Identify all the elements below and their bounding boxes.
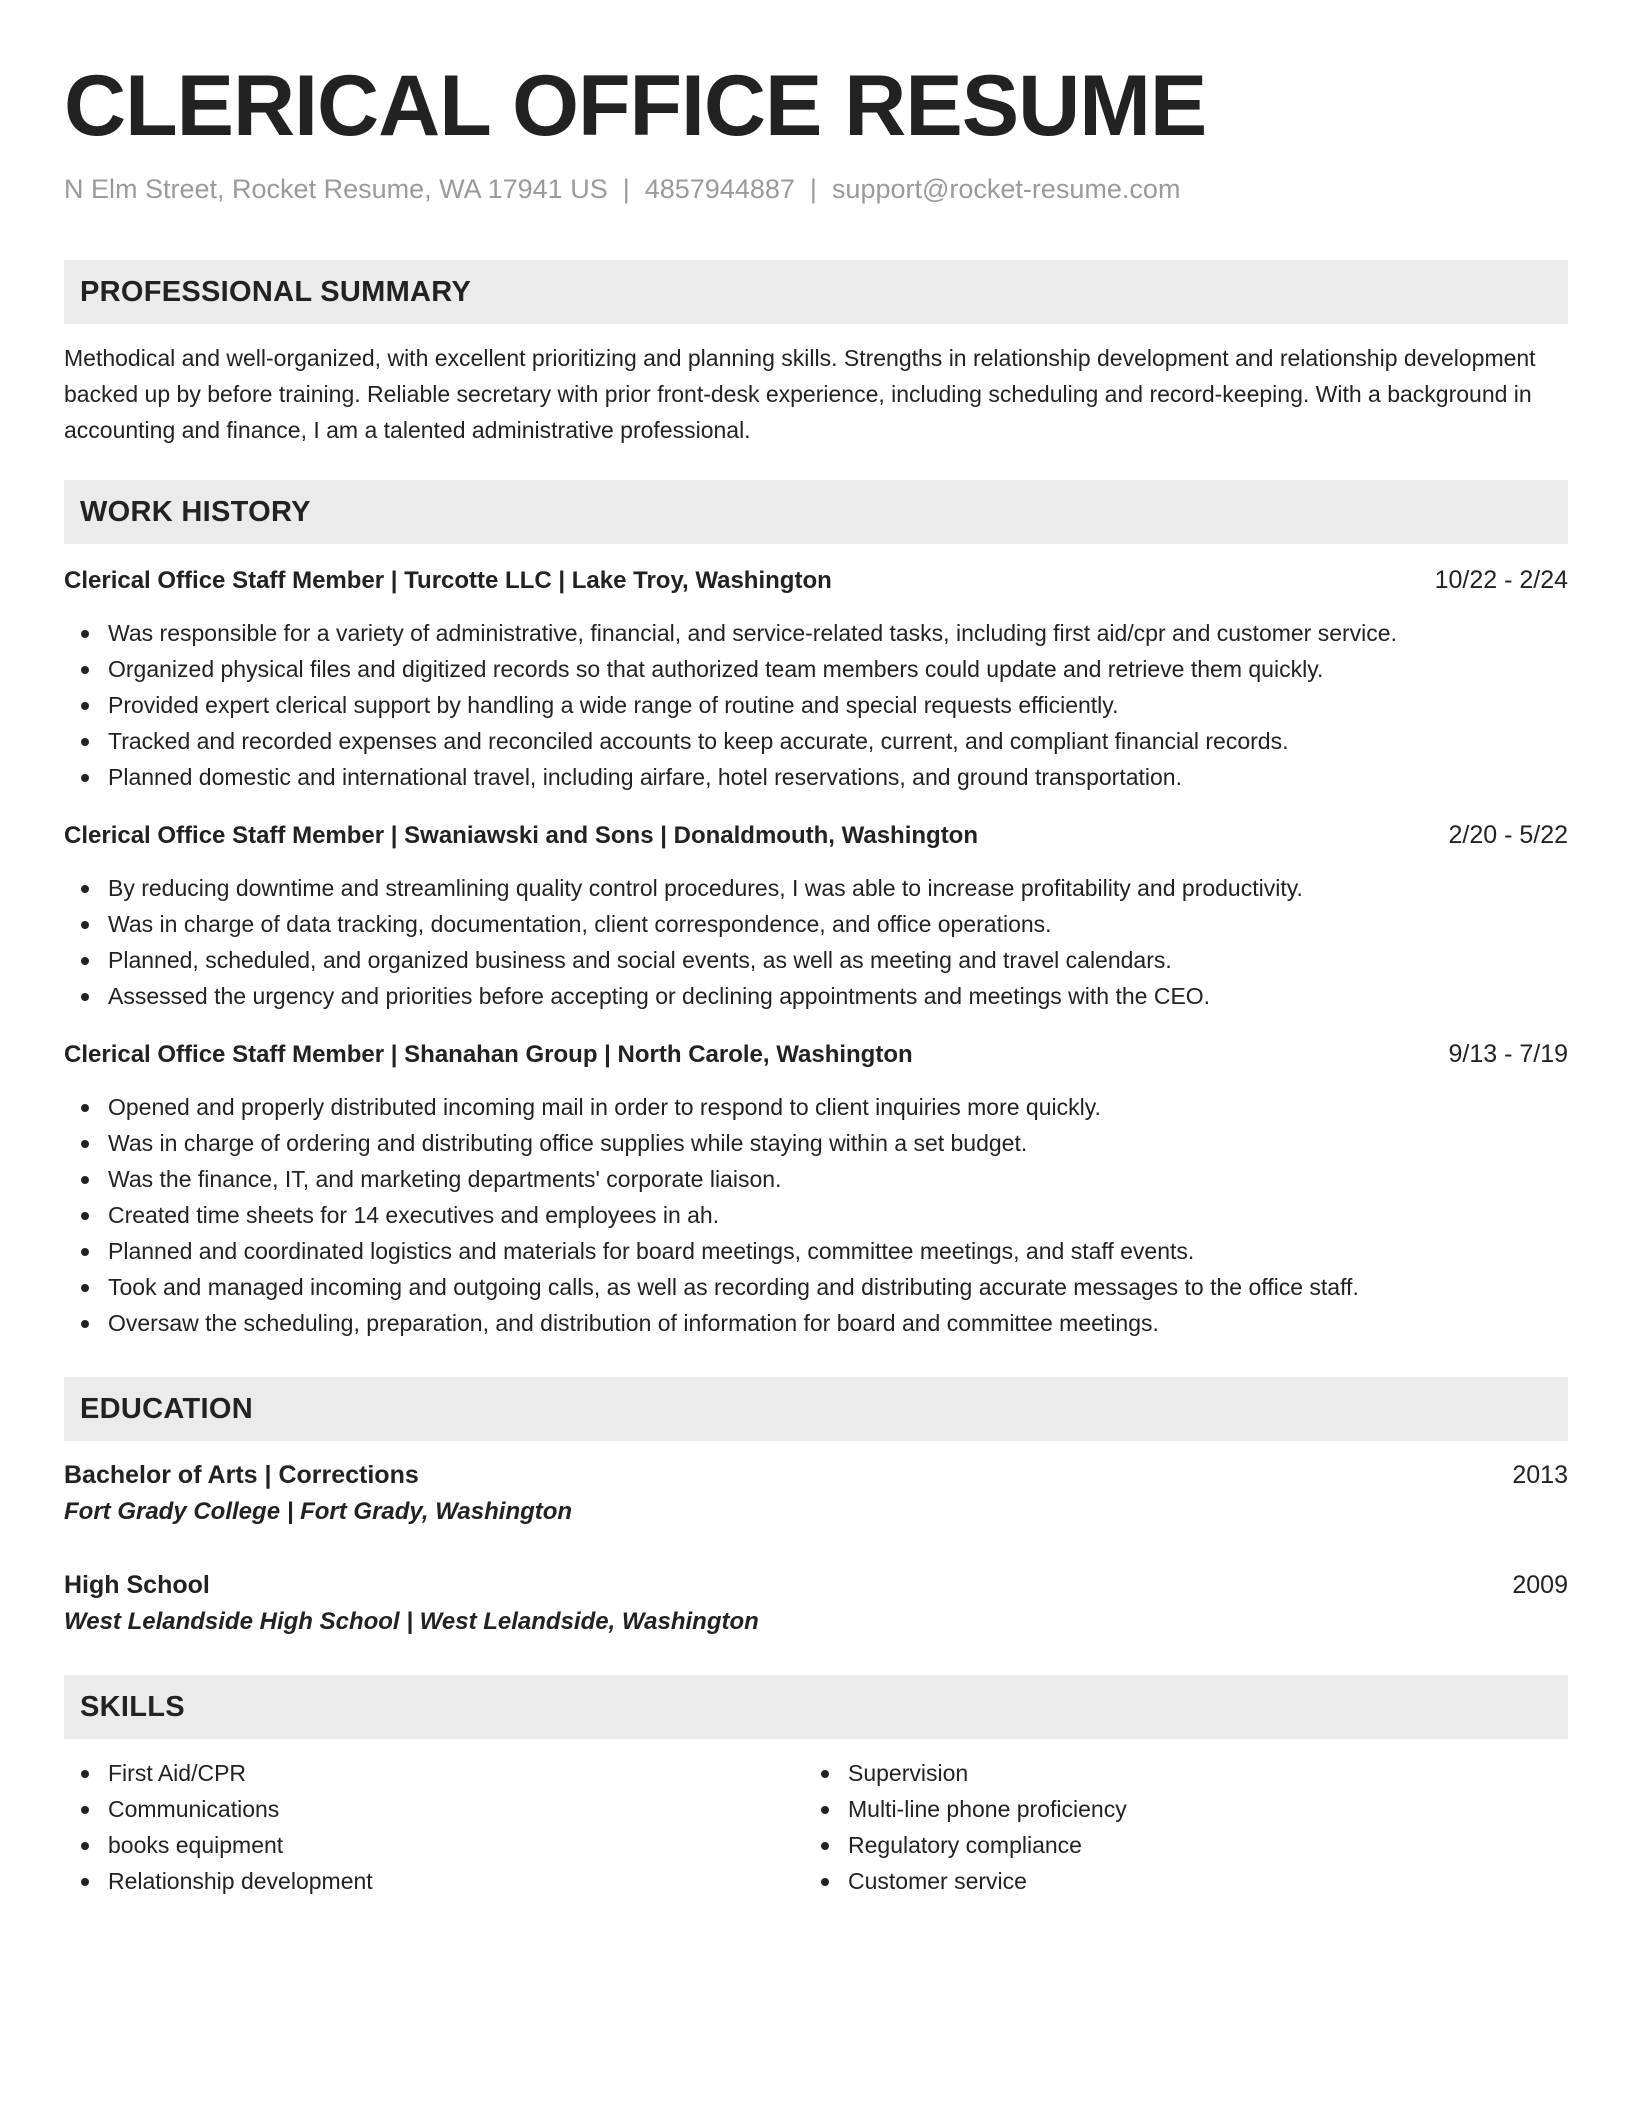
job-dates: 2/20 - 5/22	[1448, 821, 1568, 849]
education-entry	[64, 1567, 1568, 1641]
contact-line	[64, 172, 1568, 206]
contact-separator: |	[622, 174, 630, 204]
list-item: Was in charge of data tracking, documentation, client correspondence, and office operations.	[64, 906, 1568, 942]
list-item: Was the finance, IT, and marketing departments' corporate liaison.	[64, 1161, 1568, 1197]
list-item: By reducing downtime and streamlining quality control procedures, I was able to increase profitability and productivity.	[64, 870, 1568, 906]
education-heading: EDUCATION	[80, 1392, 253, 1425]
resume-title: CLERICAL OFFICE RESUME	[64, 58, 1207, 154]
list-item: Opened and properly distributed incoming mail in order to respond to client inquiries more quickly.	[64, 1089, 1568, 1125]
list-item: Planned domestic and international travel, including airfare, hotel reservations, and ground transportation.	[64, 759, 1568, 795]
job-bullets	[64, 615, 1568, 795]
skill-item: Multi-line phone proficiency	[804, 1791, 1544, 1827]
job-dates: 9/13 - 7/19	[1448, 1040, 1568, 1068]
education-year: 2013	[1512, 1461, 1568, 1489]
list-item: Organized physical files and digitized records so that authorized team members could update and retrieve them quickly.	[64, 651, 1568, 687]
contact-phone: 4857944887	[644, 174, 795, 204]
list-item: Planned and coordinated logistics and materials for board meetings, committee meetings, and staff events.	[64, 1233, 1568, 1269]
skill-item: Regulatory compliance	[804, 1827, 1544, 1863]
list-item: Oversaw the scheduling, preparation, and distribution of information for board and committee meetings.	[64, 1305, 1568, 1341]
skill-item: First Aid/CPR	[64, 1755, 804, 1791]
list-item: Provided expert clerical support by handling a wide range of routine and special requests efficiently.	[64, 687, 1568, 723]
skill-item: Customer service	[804, 1863, 1544, 1899]
education-header	[64, 1567, 1568, 1603]
contact-address: N Elm Street, Rocket Resume, WA 17941 US	[64, 174, 608, 204]
job-bullets	[64, 1089, 1568, 1341]
summary-heading: PROFESSIONAL SUMMARY	[80, 275, 472, 308]
list-item: Assessed the urgency and priorities before accepting or declining appointments and meetings with the CEO.	[64, 978, 1568, 1014]
summary-section-header	[64, 260, 1568, 324]
summary-text: Methodical and well-organized, with excellent prioritizing and planning skills. Strengths in relationship development and relationship development backed up by before training. Reliable secretary with prior front-desk experience, including scheduling and record-keeping. With a background in accounting and finance, I am a talented administrative professional.	[64, 345, 1536, 443]
list-item: Planned, scheduled, and organized business and social events, as well as meeting and travel calendars.	[64, 942, 1568, 978]
job-title: Clerical Office Staff Member | Shanahan Group | North Carole, Washington	[64, 1041, 913, 1068]
education-year: 2009	[1512, 1571, 1568, 1599]
skills-column-left	[64, 1755, 804, 1899]
job-entry	[64, 1036, 1568, 1341]
contact-separator: |	[809, 174, 817, 204]
job-title: Clerical Office Staff Member | Swaniawski and Sons | Donaldmouth, Washington	[64, 822, 979, 849]
education-header	[64, 1457, 1568, 1493]
job-header	[64, 1036, 1568, 1073]
job-header	[64, 562, 1568, 599]
school: Fort Grady College | Fort Grady, Washington	[64, 1498, 573, 1525]
degree: Bachelor of Arts | Corrections	[64, 1461, 419, 1489]
skills-section-header	[64, 1675, 1568, 1739]
education-entry	[64, 1457, 1568, 1531]
degree: High School	[64, 1571, 210, 1599]
skill-item: Communications	[64, 1791, 804, 1827]
school: West Lelandside High School | West Lelandside, Washington	[64, 1608, 759, 1635]
education-section-header	[64, 1377, 1568, 1441]
skill-item: Relationship development	[64, 1863, 804, 1899]
job-dates: 10/22 - 2/24	[1434, 566, 1568, 594]
job-entry	[64, 562, 1568, 795]
job-bullets	[64, 870, 1568, 1014]
work-section-header	[64, 480, 1568, 544]
contact-email: support@rocket-resume.com	[831, 174, 1181, 204]
skill-item: Supervision	[804, 1755, 1544, 1791]
skills-grid	[64, 1755, 1568, 1899]
job-entry	[64, 817, 1568, 1014]
list-item: Created time sheets for 14 executives and employees in ah.	[64, 1197, 1568, 1233]
list-item: Was responsible for a variety of administrative, financial, and service-related tasks, including first aid/cpr and customer service.	[64, 615, 1568, 651]
job-header	[64, 817, 1568, 854]
skill-item: books equipment	[64, 1827, 804, 1863]
skills-column-right	[804, 1755, 1544, 1899]
list-item: Tracked and recorded expenses and reconciled accounts to keep accurate, current, and compliant financial records.	[64, 723, 1568, 759]
job-title: Clerical Office Staff Member | Turcotte LLC | Lake Troy, Washington	[64, 567, 832, 594]
work-heading: WORK HISTORY	[80, 495, 311, 528]
skills-heading: SKILLS	[80, 1690, 185, 1723]
list-item: Was in charge of ordering and distributing office supplies while staying within a set budget.	[64, 1125, 1568, 1161]
list-item: Took and managed incoming and outgoing calls, as well as recording and distributing accurate messages to the office staff.	[64, 1269, 1568, 1305]
